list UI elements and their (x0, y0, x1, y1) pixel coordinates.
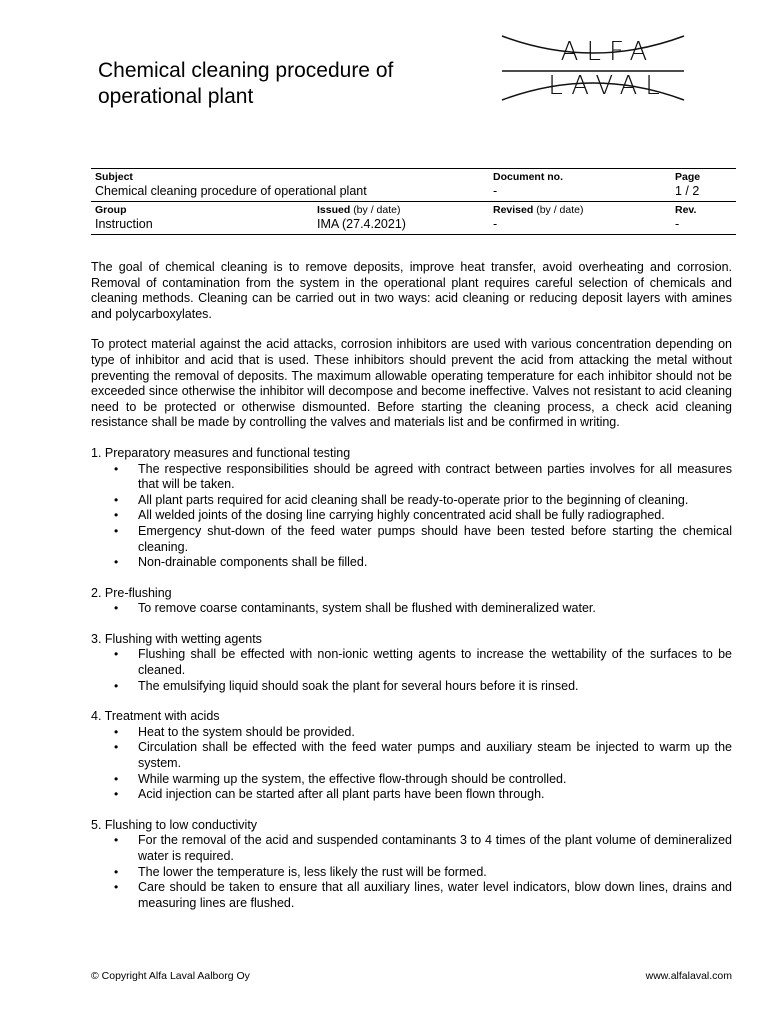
subject-value: Chemical cleaning procedure of operational plant (95, 184, 367, 198)
revised-label: Revised (493, 204, 534, 216)
bullet-icon: • (114, 724, 119, 739)
rev-cell (671, 202, 736, 235)
group-label: Group (95, 204, 127, 216)
subject-cell (91, 169, 489, 202)
list-item: • Acid injection can be started after all plant parts have been flown through. (114, 787, 545, 802)
issued-cell (313, 202, 489, 235)
list-item: • All welded joints of the dosing line carrying highly concentrated acid shall be fully radiographed. (114, 508, 665, 523)
issued-label: Issued (317, 204, 351, 216)
document-title: Chemical cleaning procedure of operational plant (98, 59, 394, 108)
section-heading: 3. Flushing with wetting agents (91, 631, 262, 646)
section-acid-treatment (91, 709, 732, 803)
document-no-value: - (493, 184, 498, 198)
footer-website-link[interactable]: www.alfalaval.com (645, 970, 732, 982)
section-heading: 4. Treatment with acids (91, 709, 220, 724)
bullet-icon: • (114, 787, 119, 802)
document-metadata-table (91, 168, 736, 235)
issued-sublabel: (by / date) (353, 204, 401, 216)
bullet-icon: • (114, 601, 119, 616)
bullet-icon: • (114, 647, 119, 662)
logo-text-alfa: ALFA (560, 37, 656, 67)
page-cell (671, 169, 736, 202)
revised-value: - (493, 217, 498, 231)
list-item: • Circulation shall be effected with the feed water pumps and auxiliary steam be injected to warm up the system. (114, 740, 732, 771)
document-no-label: Document no. (493, 171, 563, 183)
section-pre-flushing (91, 586, 732, 617)
bullet-icon: • (114, 833, 119, 848)
bullet-icon: • (114, 864, 119, 879)
bullet-icon: • (114, 523, 119, 538)
subject-label: Subject (95, 171, 133, 183)
issued-value: IMA (27.4.2021) (317, 217, 406, 231)
intro-paragraph: To protect material against the acid attacks, corrosion inhibitors are used with various concentration depending on type of inhibitor and acid that is used. These inhibitors should prevent the acid from attacking the metal without preventing the removal of deposits. The maximum allowable operating temperature for each inhibitor should not be exceeded since otherwise the inhibitor will decompose and become ineffective. Valves not resistant to acid cleaning need to be protected or otherwise dismounted. Before starting the cleaning process, a check acid cleaning resistance shall be made by controlling the valves and materials list and be confirmed in writing. (91, 337, 732, 430)
rev-value: - (675, 217, 680, 231)
bullet-icon: • (114, 740, 119, 755)
document-no-cell (489, 169, 671, 202)
bullet-icon: • (114, 555, 119, 570)
revised-cell (489, 202, 671, 235)
list-item: • While warming up the system, the effective flow-through should be controlled. (114, 771, 567, 786)
page-label: Page (675, 171, 701, 183)
bullet-icon: • (114, 461, 119, 476)
bullet-icon: • (114, 492, 119, 507)
list-item: • Care should be taken to ensure that all auxiliary lines, water level indicators, blow down lines, drains and measuring lines are flushed. (114, 880, 732, 910)
list-item: • The emulsifying liquid should soak the plant for several hours before it is rinsed. (114, 678, 579, 693)
intro-paragraph: The goal of chemical cleaning is to remove deposits, improve heat transfer, avoid overheating and corrosion. Removal of contamination from the system in the operational plant requires careful selection of chemicals and cleaning methods. Cleaning can be carried out in two ways: acid cleaning or reducing deposit layers with amines and polycarboxylates. (91, 260, 732, 321)
alfa-laval-logo (498, 30, 688, 106)
section-low-conductivity (91, 818, 732, 912)
bullet-icon: • (114, 678, 119, 693)
revised-sublabel: (by / date) (536, 204, 584, 216)
logo-text-laval: LAVAL (548, 71, 668, 101)
list-item: • Heat to the system should be provided. (114, 724, 355, 739)
section-wetting-agents (91, 632, 732, 694)
section-heading: 2. Pre-flushing (91, 585, 172, 600)
document-body (91, 260, 732, 926)
bullet-icon: • (114, 508, 119, 523)
rev-label: Rev. (675, 204, 697, 216)
list-item: • Flushing shall be effected with non-ionic wetting agents to increase the wettability of the surfaces to be cleaned. (114, 647, 732, 678)
group-value: Instruction (95, 217, 153, 231)
section-heading: 5. Flushing to low conductivity (91, 817, 258, 832)
bullet-icon: • (114, 771, 119, 786)
section-preparatory (91, 446, 732, 571)
page-value: 1 / 2 (675, 184, 700, 198)
footer-copyright: © Copyright Alfa Laval Aalborg Oy (91, 970, 250, 982)
list-item: • The lower the temperature is, less likely the rust will be formed. (114, 864, 487, 879)
list-item: • Non-drainable components shall be filled. (114, 555, 368, 570)
section-heading: 1. Preparatory measures and functional testing (91, 445, 351, 460)
bullet-icon: • (114, 880, 119, 895)
list-item: • All plant parts required for acid cleaning shall be ready-to-operate prior to the beginning of cleaning. (114, 492, 689, 507)
list-item: • Emergency shut-down of the feed water pumps should have been tested before starting the chemical cleaning. (114, 523, 732, 554)
list-item: • The respective responsibilities should be agreed with contract between parties involves for all measures that will be taken. (114, 461, 732, 492)
list-item: • For the removal of the acid and suspended contaminants 3 to 4 times of the plant volume of demineralized water is required. (114, 833, 732, 863)
list-item: • To remove coarse contaminants, system shall be flushed with demineralized water. (114, 601, 596, 616)
group-cell (91, 202, 313, 235)
